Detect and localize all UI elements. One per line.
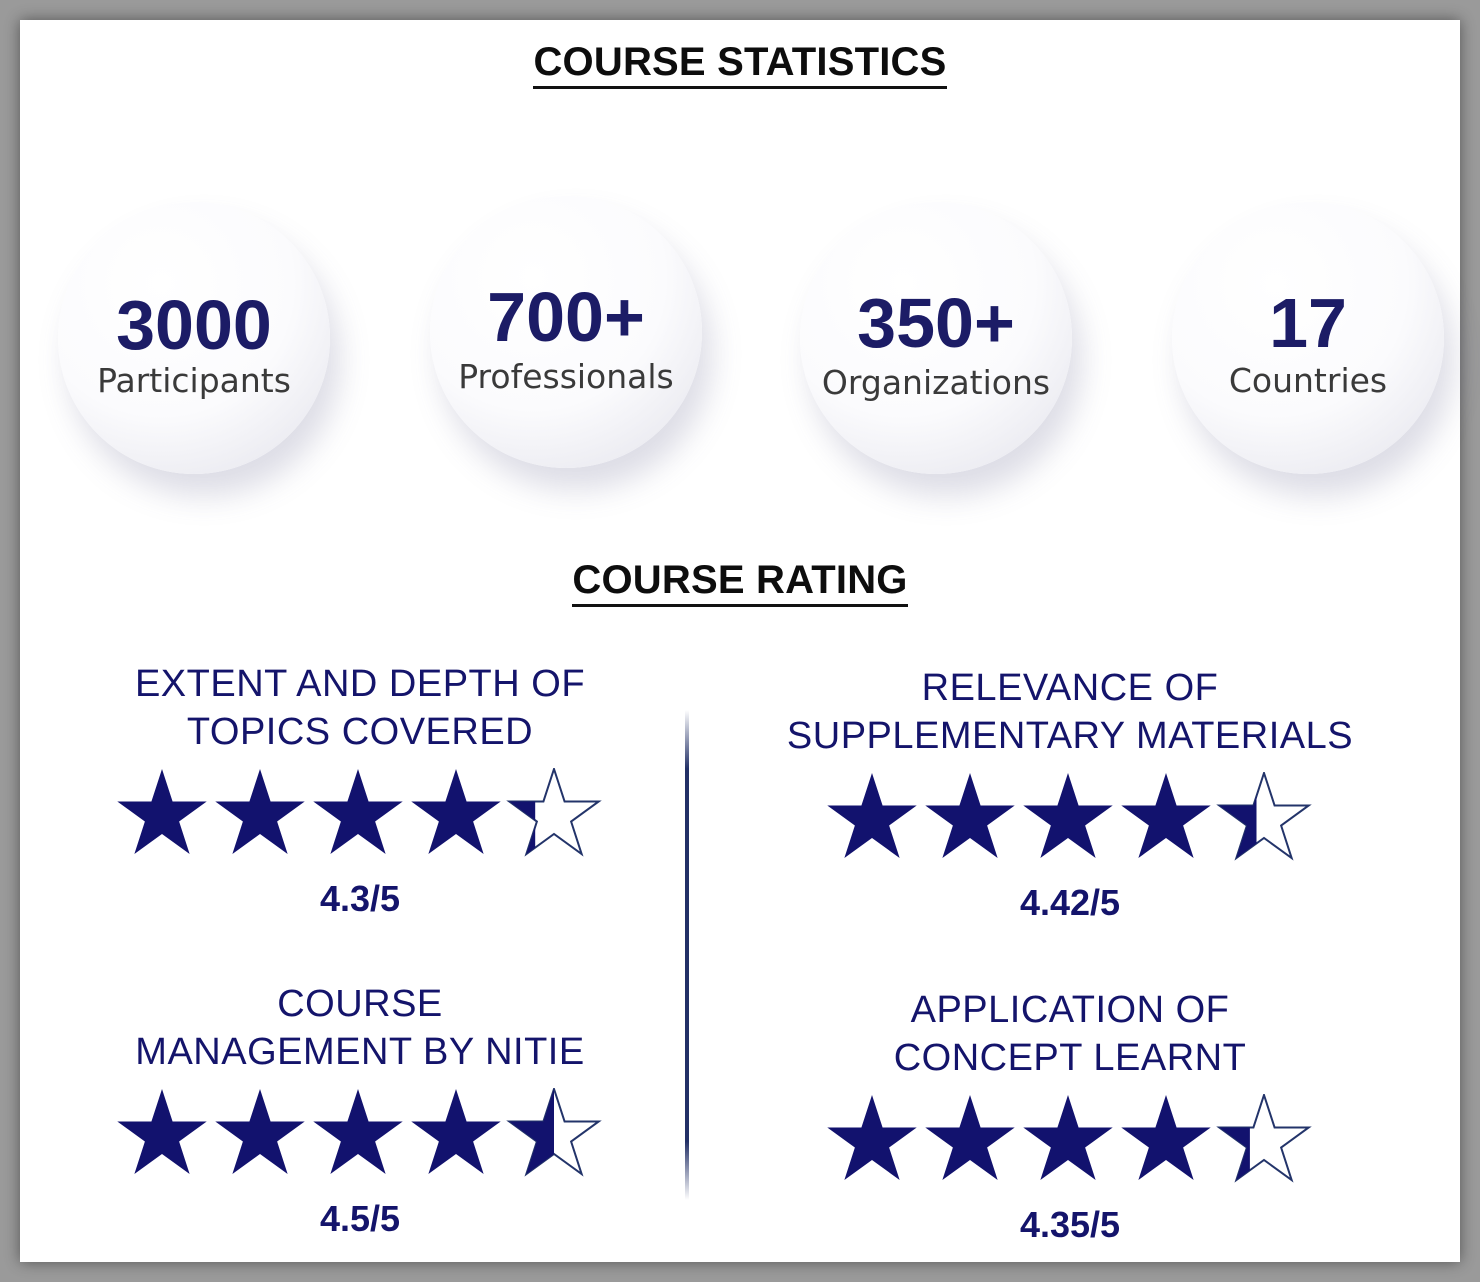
stat-circle-countries: [1172, 202, 1444, 474]
rating-course-management: [80, 980, 640, 1240]
star-icon: [509, 769, 598, 854]
star-rating: [820, 1094, 1320, 1190]
star-icon: [925, 1095, 1014, 1180]
rating-title: RELEVANCE OF SUPPLEMENTARY MATERIALS: [786, 667, 1354, 757]
star-fill: [313, 769, 402, 854]
star-icon: [1023, 1095, 1112, 1180]
star-icon: [925, 773, 1014, 858]
star-icon: [1121, 1095, 1210, 1180]
stat-circle-participants: [58, 202, 330, 474]
rating-title: COURSE MANAGEMENT BY NITIE: [135, 983, 585, 1073]
star-icon: [1121, 773, 1210, 858]
star-icon: [1219, 773, 1308, 858]
stat-value: 350+: [857, 284, 1015, 362]
star-rating: [820, 772, 1320, 868]
star-icon: [117, 1089, 206, 1174]
rating-score: 4.3/5: [319, 878, 401, 919]
stat-label: Professionals: [458, 357, 674, 396]
star-icon: [827, 1095, 916, 1180]
stat-value: 700+: [487, 278, 645, 356]
star-fill: [827, 1095, 916, 1180]
star-icon: [215, 1089, 304, 1174]
rating-score: 4.35/5: [1019, 1204, 1121, 1245]
course-statistics-heading: COURSE STATISTICS: [20, 40, 1460, 85]
star-icon: [1023, 773, 1112, 858]
stat-circle-professionals: [430, 196, 702, 468]
stat-label: Countries: [1228, 361, 1388, 400]
rating-concept-application: [760, 986, 1380, 1246]
star-fill: [925, 773, 1014, 858]
column-divider: [685, 710, 689, 1200]
star-icon: [1219, 1095, 1308, 1180]
star-fill: [117, 1089, 206, 1174]
stat-label: Participants: [97, 361, 291, 400]
course-rating-heading: COURSE RATING: [20, 558, 1460, 603]
rating-topics-covered: [80, 660, 640, 920]
star-icon: [313, 1089, 402, 1174]
rating-title: APPLICATION OF CONCEPT LEARNT: [893, 989, 1247, 1079]
rating-title: EXTENT AND DEPTH OF TOPICS COVERED: [134, 663, 586, 753]
star-icon: [411, 1089, 500, 1174]
star-outline: [1219, 773, 1308, 858]
star-fill: [1023, 1095, 1112, 1180]
stat-value: 3000: [116, 286, 272, 364]
star-icon: [117, 769, 206, 854]
star-icon: [215, 769, 304, 854]
star-icon: [827, 773, 916, 858]
course-stats-card: [20, 20, 1460, 1262]
star-fill: [313, 1089, 402, 1174]
star-fill: [117, 769, 206, 854]
star-fill: [411, 769, 500, 854]
star-icon: [313, 769, 402, 854]
star-fill: [925, 1095, 1014, 1180]
stat-circle-organizations: [800, 202, 1072, 474]
star-rating: [110, 768, 610, 864]
star-fill: [1023, 773, 1112, 858]
star-icon: [509, 1089, 598, 1174]
rating-supplementary-materials: [760, 664, 1380, 924]
star-rating: [110, 1088, 610, 1184]
rating-score: 4.42/5: [1019, 882, 1121, 923]
star-outline: [1219, 1095, 1308, 1180]
star-fill: [827, 773, 916, 858]
rating-score: 4.5/5: [319, 1198, 401, 1239]
star-fill: [215, 1089, 304, 1174]
star-outline: [509, 769, 598, 854]
star-icon: [411, 769, 500, 854]
star-fill: [411, 1089, 500, 1174]
stat-label: Organizations: [821, 363, 1051, 402]
stat-value: 17: [1269, 284, 1347, 362]
star-fill: [1121, 1095, 1210, 1180]
star-fill: [215, 769, 304, 854]
star-fill: [1121, 773, 1210, 858]
